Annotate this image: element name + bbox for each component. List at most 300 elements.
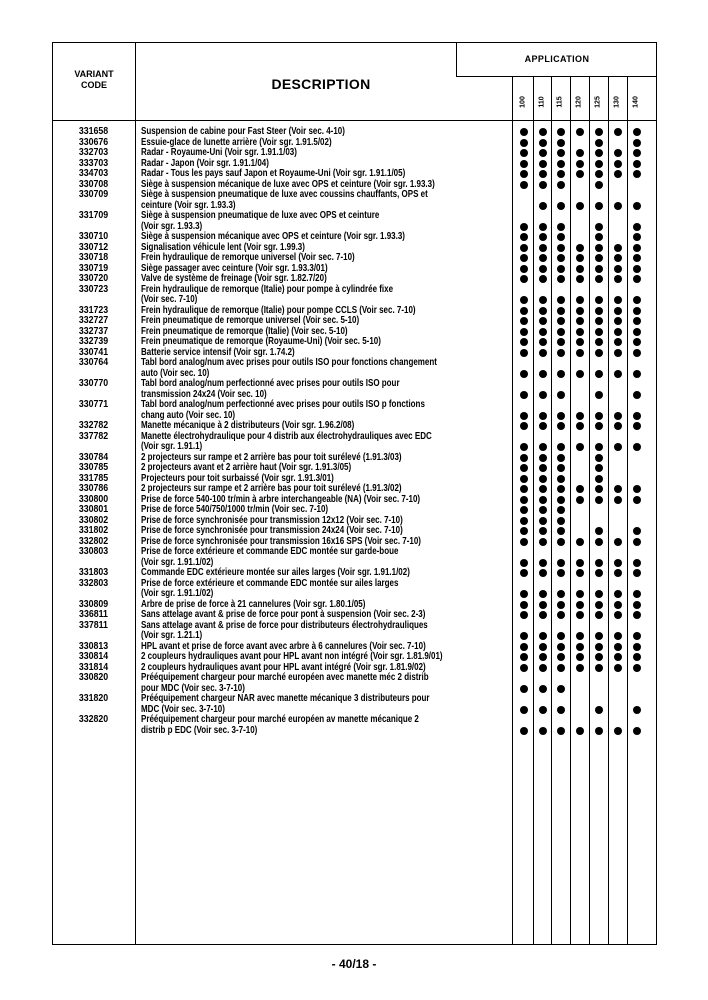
model-header: 115 xyxy=(556,96,564,108)
application-dot xyxy=(520,569,528,577)
application-dot xyxy=(557,475,565,483)
application-dot xyxy=(614,202,622,210)
application-dot xyxy=(539,181,547,189)
application-dot xyxy=(614,160,622,168)
variant-code-header xyxy=(53,69,135,91)
application-dot xyxy=(539,338,547,346)
description-line: chang auto (Voir sec. 10) xyxy=(141,409,236,421)
application-dot xyxy=(576,611,584,619)
application-dot xyxy=(520,443,528,451)
variant-code: 330764 xyxy=(78,357,109,368)
application-dot xyxy=(576,538,584,546)
variant-code: 330786 xyxy=(78,483,109,494)
description-line: Manette électrohydraulique pour 4 distrib aux électrohydrauliques avec EDC xyxy=(141,430,432,442)
application-dot xyxy=(557,275,565,283)
application-dot xyxy=(557,170,565,178)
application-dot xyxy=(539,454,547,462)
application-dot xyxy=(557,128,565,136)
description-line: (Voir sec. 7-10) xyxy=(141,294,198,305)
application-dot xyxy=(539,296,547,304)
variant-description xyxy=(141,379,477,400)
variant-code: 337811 xyxy=(79,619,108,631)
application-dot xyxy=(595,601,603,609)
application-dot xyxy=(539,328,547,336)
application-dot xyxy=(557,223,565,231)
application-dot xyxy=(520,475,528,483)
application-dot xyxy=(633,485,641,493)
table-row xyxy=(53,379,656,400)
application-dot xyxy=(595,653,603,661)
description-line: 2 projecteurs sur rampe et 2 arrière bas pour toit surélevé (1.91.3/03) xyxy=(141,451,402,463)
application-dot xyxy=(633,307,641,315)
variant-code: 331723 xyxy=(78,304,109,316)
table-row xyxy=(53,715,656,736)
application-dot xyxy=(520,454,528,462)
variant-code: 330720 xyxy=(78,273,109,284)
application-dot xyxy=(614,653,622,661)
application-dot xyxy=(633,559,641,567)
application-dot xyxy=(520,601,528,609)
application-dot xyxy=(539,149,547,157)
application-dot xyxy=(633,223,641,231)
model-header: 100 xyxy=(519,96,527,108)
application-dot xyxy=(520,328,528,336)
application-dot xyxy=(539,527,547,535)
description-line: pour MDC (Voir sec. 3-7-10) xyxy=(141,682,245,694)
application-dot xyxy=(576,160,584,168)
application-dot xyxy=(539,128,547,136)
application-dot xyxy=(633,244,641,252)
application-dot xyxy=(633,443,641,451)
application-dot xyxy=(539,422,547,430)
description-line: Prise de force synchronisée pour transmission 16x16 SPS (Voir sec. 7-10) xyxy=(141,535,421,547)
model-header: 130 xyxy=(613,96,621,108)
application-dot xyxy=(557,254,565,262)
application-dot xyxy=(557,454,565,462)
application-dot xyxy=(520,181,528,189)
application-dot xyxy=(614,296,622,304)
application-dot xyxy=(614,727,622,735)
application-dot xyxy=(520,643,528,651)
application-dot xyxy=(557,517,565,525)
variant-code: 330813 xyxy=(78,640,109,652)
application-dot xyxy=(520,233,528,241)
application-dot xyxy=(539,601,547,609)
application-dot xyxy=(557,527,565,535)
variant-table xyxy=(52,42,657,945)
description-line: HPL avant et prise de force avant avec arbre à 6 cannelures (Voir sec. 7-10) xyxy=(141,640,426,652)
model-header: 140 xyxy=(632,96,640,108)
application-dot xyxy=(633,601,641,609)
variant-code: 330718 xyxy=(78,252,109,263)
application-dot xyxy=(595,664,603,672)
description-line: Tabl bord analog/num perfectionné avec prises pour outils ISO p fonctions xyxy=(141,399,425,410)
description-line: (Voir sgr. 1.91.1/02) xyxy=(141,588,214,599)
application-dot xyxy=(557,601,565,609)
application-dot xyxy=(557,559,565,567)
description-line: (Voir sgr. 1.91.1) xyxy=(141,441,203,452)
application-dot xyxy=(557,538,565,546)
application-dot xyxy=(520,611,528,619)
application-dot xyxy=(614,559,622,567)
application-dot xyxy=(595,611,603,619)
application-dot xyxy=(520,506,528,514)
application-dot xyxy=(520,370,528,378)
variant-code: 330708 xyxy=(78,178,109,190)
application-dot xyxy=(595,527,603,535)
variant-code: 332739 xyxy=(78,336,109,347)
application-dot xyxy=(557,202,565,210)
description-line: Prise de force extérieure et commande EDC montée sur garde-boue xyxy=(141,546,399,557)
application-dot xyxy=(595,590,603,598)
description-line: 2 projecteurs sur rampe et 2 arrière bas pour toit surélevé (1.91.3/02) xyxy=(141,483,402,494)
application-dot xyxy=(595,569,603,577)
application-dot xyxy=(633,254,641,262)
application-dot xyxy=(614,328,622,336)
description-line: Signalisation véhicule lent (Voir sgr. 1.99.3) xyxy=(141,241,305,253)
application-dot xyxy=(614,496,622,504)
application-dot xyxy=(539,160,547,168)
application-dot xyxy=(557,706,565,714)
application-dot xyxy=(595,370,603,378)
variant-code: 333703 xyxy=(78,157,109,169)
application-dot xyxy=(633,296,641,304)
application-dot xyxy=(557,611,565,619)
application-dot xyxy=(614,170,622,178)
application-dot xyxy=(557,643,565,651)
variant-description xyxy=(141,715,477,736)
application-dot xyxy=(557,590,565,598)
application-dot xyxy=(633,706,641,714)
application-dot xyxy=(539,370,547,378)
application-dot xyxy=(576,643,584,651)
variant-code: 331802 xyxy=(78,525,109,536)
application-dot xyxy=(520,685,528,693)
application-dot xyxy=(614,601,622,609)
variant-code: 332703 xyxy=(78,147,109,158)
variant-code: 332820 xyxy=(78,714,109,725)
application-dot xyxy=(576,307,584,315)
application-dot xyxy=(520,727,528,735)
application-dot xyxy=(520,160,528,168)
variant-code: 332737 xyxy=(78,325,109,337)
application-dot xyxy=(539,727,547,735)
variant-code: 332802 xyxy=(78,535,109,547)
description-line: Tabl bord analog/num perfectionné avec prises pour outils ISO pour xyxy=(141,378,400,389)
description-line: Suspension de cabine pour Fast Steer (Voir sec. 4-10) xyxy=(141,126,345,137)
application-dot xyxy=(557,317,565,325)
description-line: 2 coupleurs hydrauliques avant pour HPL avant intégré (Voir sgr. 1.81.9/02) xyxy=(141,661,426,673)
application-dot xyxy=(576,569,584,577)
application-dot xyxy=(576,632,584,640)
application-dot xyxy=(539,569,547,577)
description-line: Projecteurs pour toit surbaissé (Voir sgr. 1.91.3/01) xyxy=(141,472,334,484)
table-row xyxy=(53,621,656,642)
application-dot xyxy=(576,202,584,210)
description-line: Frein pneumatique de remorque (Royaume-Uni) (Voir sec. 5-10) xyxy=(141,336,381,347)
description-line: transmission 24x24 (Voir sec. 10) xyxy=(141,388,267,400)
description-line: Prise de force 540/750/1000 tr/min (Voir sec. 7-10) xyxy=(141,504,329,515)
application-dot xyxy=(539,643,547,651)
description-line: Siège à suspension mécanique avec OPS et ceinture (Voir sgr. 1.93.3) xyxy=(141,231,405,242)
application-dot xyxy=(576,254,584,262)
table-body xyxy=(53,127,656,736)
application-dot xyxy=(595,149,603,157)
application-dot xyxy=(633,664,641,672)
application-dot xyxy=(595,727,603,735)
application-dot xyxy=(557,307,565,315)
application-dot xyxy=(595,265,603,273)
application-dot xyxy=(539,265,547,273)
variant-code: 331820 xyxy=(78,693,109,704)
application-dot xyxy=(576,422,584,430)
description-line: Arbre de prise de force à 21 cannelures (Voir sgr. 1.80.1/05) xyxy=(141,598,366,610)
description-line: Siège à suspension pneumatique de luxe avec OPS et ceinture xyxy=(141,210,380,221)
application-dot xyxy=(595,296,603,304)
variant-description xyxy=(141,432,477,453)
application-dot xyxy=(633,391,641,399)
description-line: ceinture (Voir sgr. 1.93.3) xyxy=(141,199,236,211)
variant-code: 330809 xyxy=(78,598,109,610)
variant-description xyxy=(141,358,477,379)
application-dot xyxy=(614,370,622,378)
application-dot xyxy=(520,517,528,525)
application-header: APPLICATION xyxy=(524,54,590,64)
variant-description xyxy=(141,547,477,568)
application-dot xyxy=(633,275,641,283)
application-dot xyxy=(576,370,584,378)
application-dot xyxy=(595,202,603,210)
application-dot xyxy=(557,727,565,735)
application-dot xyxy=(520,317,528,325)
table-row xyxy=(53,358,656,379)
application-dot xyxy=(614,422,622,430)
variant-code: 337782 xyxy=(78,430,109,442)
application-dot xyxy=(539,349,547,357)
application-dot xyxy=(633,569,641,577)
variant-code-header-text: VARIANT CODE xyxy=(74,69,114,90)
application-dot xyxy=(633,422,641,430)
application-dot xyxy=(539,233,547,241)
variant-code: 330723 xyxy=(78,283,109,295)
application-dot xyxy=(520,527,528,535)
application-dot xyxy=(633,170,641,178)
application-dot xyxy=(557,296,565,304)
application-dot xyxy=(614,149,622,157)
application-dot xyxy=(557,506,565,514)
variant-code: 330712 xyxy=(78,241,109,253)
variant-code: 334703 xyxy=(78,168,109,179)
application-dot xyxy=(595,328,603,336)
variant-code: 331803 xyxy=(78,567,109,578)
application-dot xyxy=(576,170,584,178)
application-dot xyxy=(520,275,528,283)
application-dot xyxy=(557,653,565,661)
application-dot xyxy=(576,244,584,252)
variant-description xyxy=(141,694,477,715)
application-dot xyxy=(539,317,547,325)
application-dot xyxy=(595,391,603,399)
description-line: Siège à suspension pneumatique de luxe avec coussins chauffants, OPS et xyxy=(141,189,428,200)
application-dot xyxy=(520,464,528,472)
description-line: (Voir sgr. 1.93.3) xyxy=(141,220,203,232)
application-dot xyxy=(520,244,528,252)
application-dot xyxy=(595,160,603,168)
variant-description xyxy=(141,400,477,421)
description-line: Siège passager avec ceinture (Voir sgr. 1.93.3/01) xyxy=(141,262,328,274)
application-dot xyxy=(614,349,622,357)
application-dot xyxy=(595,632,603,640)
application-dot xyxy=(595,181,603,189)
variant-code: 330719 xyxy=(78,262,109,274)
application-dot xyxy=(633,139,641,147)
application-dot xyxy=(595,412,603,420)
application-dot xyxy=(595,643,603,651)
application-dot xyxy=(614,485,622,493)
application-dot xyxy=(539,307,547,315)
variant-code: 330803 xyxy=(78,546,109,557)
application-dot xyxy=(576,664,584,672)
description-line: Frein pneumatique de remorque (Italie) (Voir sec. 5-10) xyxy=(141,325,348,337)
application-dot xyxy=(595,454,603,462)
application-dot xyxy=(557,412,565,420)
application-dot xyxy=(576,128,584,136)
application-dot xyxy=(557,664,565,672)
application-dot xyxy=(633,128,641,136)
application-dot xyxy=(595,559,603,567)
application-dot xyxy=(576,338,584,346)
application-dot xyxy=(633,611,641,619)
application-dot xyxy=(614,317,622,325)
application-dot xyxy=(557,265,565,273)
table-row xyxy=(53,285,656,306)
application-dot xyxy=(633,527,641,535)
page-number: - 40/18 - xyxy=(331,957,377,971)
description-line: Sans attelage avant & prise de force pour distributeurs électrohydrauliques xyxy=(141,619,428,631)
application-dot xyxy=(557,422,565,430)
application-dot xyxy=(520,632,528,640)
application-dot xyxy=(539,254,547,262)
application-dot xyxy=(557,139,565,147)
description-line: Radar - Tous les pays sauf Japon et Royaume-Uni (Voir sgr. 1.91.1/05) xyxy=(141,168,406,179)
application-dot xyxy=(557,160,565,168)
application-dot xyxy=(576,727,584,735)
application-dot xyxy=(539,244,547,252)
table-row xyxy=(53,211,656,232)
application-dot xyxy=(633,653,641,661)
application-dot xyxy=(595,317,603,325)
description-line: (Voir sgr. 1.91.1/02) xyxy=(141,556,214,568)
application-dot xyxy=(539,706,547,714)
application-dot xyxy=(539,664,547,672)
application-dot xyxy=(520,296,528,304)
description-header: DESCRIPTION xyxy=(271,76,371,92)
application-dot xyxy=(520,307,528,315)
application-dot xyxy=(520,254,528,262)
application-dot xyxy=(557,349,565,357)
application-dot xyxy=(576,485,584,493)
description-line: Radar - Royaume-Uni (Voir sgr. 1.91.1/03) xyxy=(141,147,297,158)
description-line: 2 projecteurs avant et 2 arrière haut (Voir sgr. 1.91.3/05) xyxy=(141,462,352,473)
application-dot xyxy=(520,265,528,273)
application-dot xyxy=(633,538,641,546)
application-dot xyxy=(595,485,603,493)
application-dot xyxy=(595,464,603,472)
application-dot xyxy=(576,317,584,325)
application-dot xyxy=(633,149,641,157)
table-row xyxy=(53,673,656,694)
application-dot xyxy=(520,706,528,714)
application-dot xyxy=(520,559,528,567)
application-dot xyxy=(520,590,528,598)
application-dot xyxy=(557,181,565,189)
application-dot xyxy=(520,223,528,231)
table-row xyxy=(53,190,656,211)
table-row xyxy=(53,579,656,600)
application-dot xyxy=(614,412,622,420)
description-line: Essuie-glace de lunette arrière (Voir sgr. 1.91.5/02) xyxy=(141,136,332,148)
application-dot xyxy=(633,265,641,273)
application-dot xyxy=(595,496,603,504)
variant-code: 330814 xyxy=(78,651,109,662)
application-dot xyxy=(576,559,584,567)
application-dot xyxy=(633,328,641,336)
application-dot xyxy=(633,496,641,504)
variant-code: 336811 xyxy=(79,609,108,620)
application-dot xyxy=(539,485,547,493)
application-dot xyxy=(614,265,622,273)
application-dot xyxy=(595,128,603,136)
application-dot xyxy=(557,685,565,693)
variant-description xyxy=(141,285,477,306)
application-dot xyxy=(595,139,603,147)
application-dot xyxy=(576,601,584,609)
application-dot xyxy=(520,653,528,661)
application-dot xyxy=(595,538,603,546)
application-dot xyxy=(557,496,565,504)
description-line: Radar - Japon (Voir sgr. 1.91.1/04) xyxy=(141,157,269,169)
description-line: Frein pneumatique de remorque universel (Voir sec. 5-10) xyxy=(141,315,360,326)
application-dot xyxy=(633,317,641,325)
application-dot xyxy=(557,370,565,378)
description-line: MDC (Voir sec. 3-7-10) xyxy=(141,703,225,715)
application-dot xyxy=(633,727,641,735)
application-dot xyxy=(576,443,584,451)
variant-code: 330771 xyxy=(78,399,109,410)
application-dot xyxy=(595,349,603,357)
application-dot xyxy=(520,349,528,357)
application-dot xyxy=(633,349,641,357)
application-dot xyxy=(557,244,565,252)
description-line: 2 coupleurs hydrauliques avant pour HPL avant non intégré (Voir sgr. 1.81.9/01) xyxy=(141,651,443,662)
application-dot xyxy=(633,160,641,168)
application-dot xyxy=(539,443,547,451)
variant-code: 331709 xyxy=(78,210,109,221)
application-dot xyxy=(557,233,565,241)
description-line: Prééquipement chargeur NAR avec manette mécanique 3 distributeurs pour xyxy=(141,693,430,704)
model-header: 125 xyxy=(594,96,602,108)
description-line: Prise de force synchronisée pour transmission 12x12 (Voir sec. 7-10) xyxy=(141,514,403,526)
application-dot xyxy=(614,643,622,651)
application-dot xyxy=(614,538,622,546)
application-dot xyxy=(633,202,641,210)
application-dot xyxy=(576,149,584,157)
application-dot xyxy=(614,307,622,315)
variant-code: 330802 xyxy=(78,514,109,526)
application-dot xyxy=(520,496,528,504)
table-row xyxy=(53,400,656,421)
application-dot xyxy=(614,590,622,598)
